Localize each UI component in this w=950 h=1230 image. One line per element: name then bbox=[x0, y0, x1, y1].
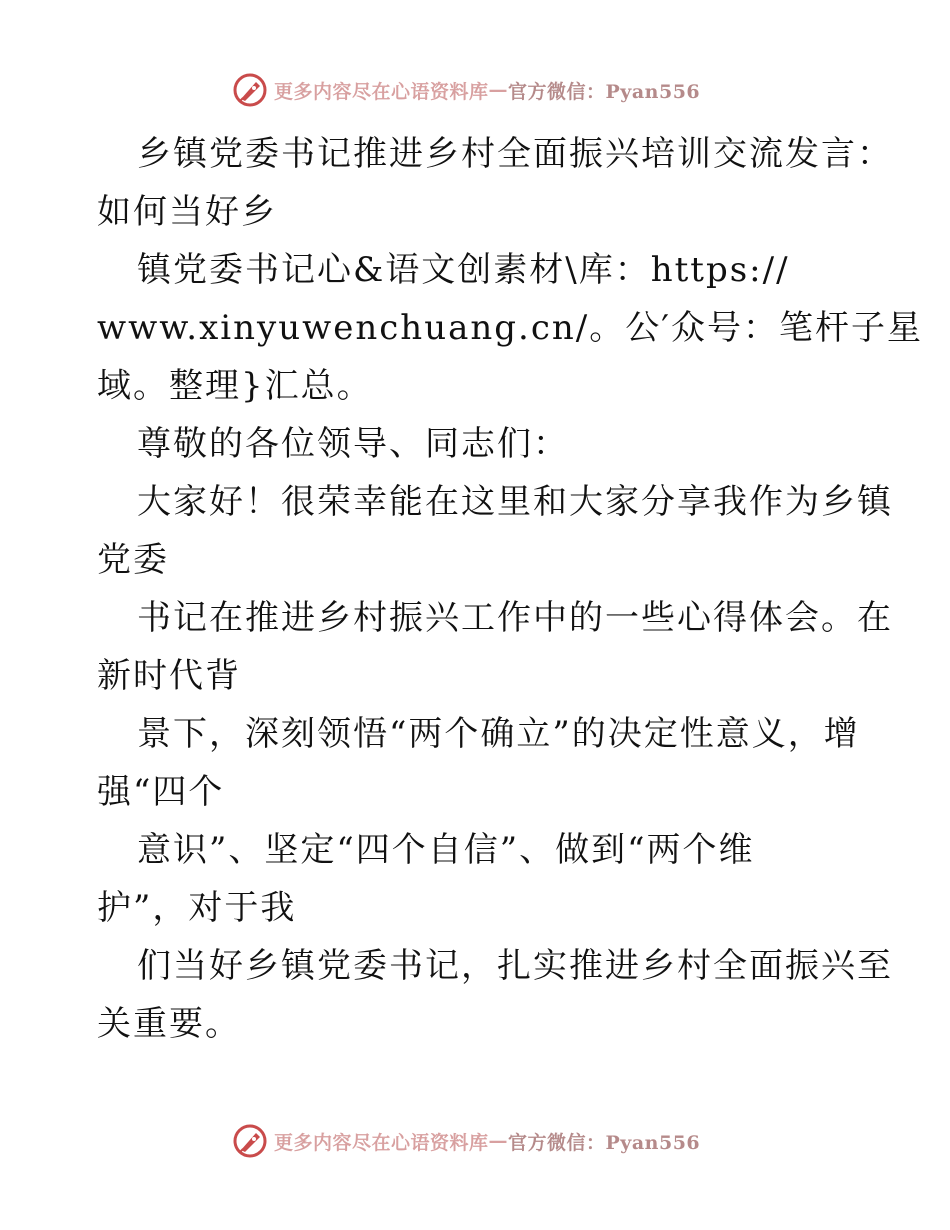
source-line-2: www.xinyuwenchuang.cn/。公′众号：笔杆子星 bbox=[97, 308, 923, 348]
banner-dash: — bbox=[488, 79, 509, 101]
footer-watermark-banner bbox=[232, 1121, 700, 1161]
body-line: 大家好！很荣幸能在这里和大家分享我作为乡镇 bbox=[137, 482, 893, 522]
body-line: 党委 bbox=[97, 540, 169, 580]
fountain-pen-logo-icon bbox=[232, 72, 268, 108]
body-line: 景下，深刻领悟“两个确立”的决定性意义，增 bbox=[137, 714, 860, 754]
wechat-contact: 官方微信：Pyan556 bbox=[508, 1131, 701, 1154]
body-line: 意识”、坚定“四个自信”、做到“两个维 bbox=[137, 830, 755, 870]
body-line: 强“四个 bbox=[97, 772, 225, 812]
source-line-3: 域。整理}汇总。 bbox=[97, 366, 373, 406]
library-name: 更多内容尽在心语资料库 bbox=[274, 80, 489, 103]
title-line-2: 如何当好乡 bbox=[97, 192, 277, 232]
body-line: 关重要。 bbox=[97, 1004, 241, 1044]
library-name: 更多内容尽在心语资料库 bbox=[274, 1131, 489, 1154]
source-line-1: 镇党委书记心&语文创素材\库：https:// bbox=[137, 250, 790, 290]
salutation-line: 尊敬的各位领导、同志们： bbox=[137, 424, 569, 464]
header-watermark-banner bbox=[232, 70, 700, 110]
document-body bbox=[97, 125, 923, 1053]
title-line-1: 乡镇党委书记推进乡村全面振兴培训交流发言： bbox=[137, 134, 893, 174]
body-line: 新时代背 bbox=[97, 656, 241, 696]
body-line: 护”，对于我 bbox=[97, 888, 297, 928]
fountain-pen-logo-icon bbox=[232, 1123, 268, 1159]
wechat-contact: 官方微信：Pyan556 bbox=[508, 80, 701, 103]
body-line: 书记在推进乡村振兴工作中的一些心得体会。在 bbox=[137, 598, 893, 638]
banner-dash: — bbox=[488, 1130, 509, 1152]
body-line: 们当好乡镇党委书记，扎实推进乡村全面振兴至 bbox=[137, 946, 893, 986]
